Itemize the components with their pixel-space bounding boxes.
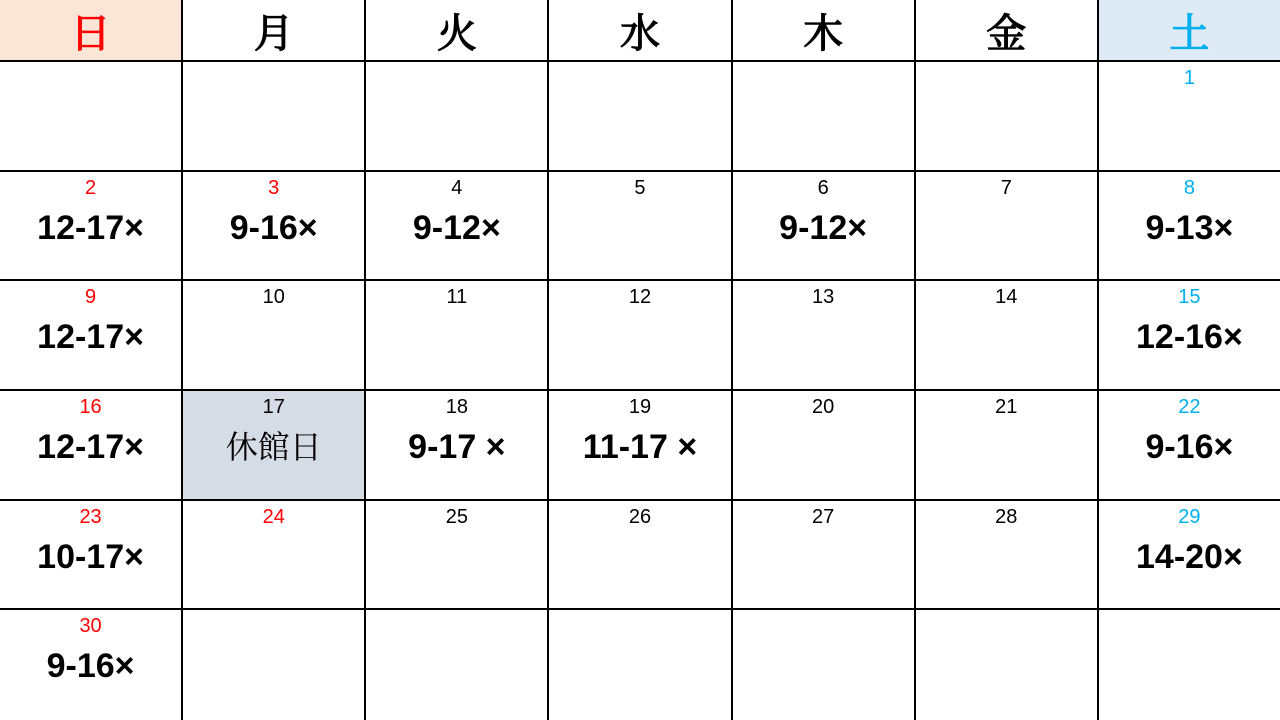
- day-event-label: 12-16×: [1136, 318, 1243, 357]
- day-number: 15: [1178, 286, 1201, 309]
- day-number: 24: [262, 505, 285, 528]
- day-number: 13: [812, 286, 835, 309]
- calendar-day-cell[interactable]: [1099, 391, 1280, 501]
- day-event-label: 12-17×: [37, 208, 144, 247]
- calendar-day-cell[interactable]: [0, 610, 183, 720]
- calendar-day-cell[interactable]: [366, 281, 549, 391]
- day-number: 14: [995, 286, 1018, 309]
- calendar-day-cell: [549, 610, 732, 720]
- day-number: 18: [445, 396, 468, 419]
- calendar-day-cell[interactable]: [183, 391, 366, 501]
- calendar-day-cell[interactable]: [916, 391, 1099, 501]
- day-number: 19: [628, 396, 652, 419]
- day-number: 20: [812, 396, 835, 419]
- calendar-day-cell: [183, 610, 366, 720]
- day-number: 26: [628, 505, 652, 528]
- calendar-day-cell[interactable]: [0, 391, 183, 501]
- calendar-day-cell[interactable]: [1099, 281, 1280, 391]
- weekday-header-4: [733, 0, 916, 62]
- calendar-day-cell[interactable]: [1099, 62, 1280, 172]
- day-number: 3: [268, 176, 280, 199]
- calendar-day-cell[interactable]: [1099, 172, 1280, 282]
- calendar-day-cell: [733, 62, 916, 172]
- calendar-day-cell[interactable]: [183, 281, 366, 391]
- calendar-day-cell: [549, 62, 732, 172]
- day-number: 7: [1000, 176, 1012, 199]
- day-number: 8: [1183, 176, 1195, 199]
- calendar-day-cell: [183, 62, 366, 172]
- weekday-header-label: 火: [436, 11, 477, 56]
- weekday-header-label: 金: [986, 11, 1027, 56]
- calendar-day-cell[interactable]: [549, 391, 732, 501]
- calendar-day-cell[interactable]: [733, 391, 916, 501]
- calendar-week-row: [0, 172, 1280, 282]
- calendar-day-cell[interactable]: [0, 501, 183, 611]
- weekday-header-5: [916, 0, 1099, 62]
- day-number: 2: [85, 176, 97, 199]
- day-number: 27: [812, 505, 835, 528]
- calendar-week-row: [0, 391, 1280, 501]
- weekday-header-6: [1099, 0, 1280, 62]
- calendar-weeks: [0, 62, 1280, 720]
- day-number: 21: [995, 396, 1018, 419]
- day-number: 9: [85, 286, 97, 309]
- day-event-label: 9-12×: [412, 208, 501, 247]
- day-event-label: 9-16×: [229, 208, 318, 247]
- day-number: 6: [817, 176, 829, 199]
- day-event-label: 14-20×: [1136, 537, 1243, 576]
- calendar-week-row: [0, 610, 1280, 720]
- calendar-day-cell[interactable]: [366, 172, 549, 282]
- calendar-day-cell[interactable]: [916, 501, 1099, 611]
- calendar-day-cell[interactable]: [366, 391, 549, 501]
- calendar-day-cell[interactable]: [183, 501, 366, 611]
- calendar-week-row: [0, 281, 1280, 391]
- day-number: 11: [446, 286, 468, 309]
- calendar-day-cell[interactable]: [0, 172, 183, 282]
- calendar-day-cell[interactable]: [733, 501, 916, 611]
- day-event-label: 9-16×: [1145, 428, 1234, 467]
- day-event-label: 10-17×: [37, 537, 144, 576]
- calendar-day-cell[interactable]: [1099, 501, 1280, 611]
- weekday-header-2: [366, 0, 549, 62]
- day-event-label: 11-17 ×: [582, 428, 698, 467]
- weekday-header-label: 日: [70, 11, 111, 56]
- day-event-label: 9-16×: [46, 647, 135, 686]
- calendar-day-cell[interactable]: [916, 172, 1099, 282]
- weekday-header-label: 木: [803, 11, 844, 56]
- calendar-day-cell: [916, 62, 1099, 172]
- calendar-day-cell: [1099, 610, 1280, 720]
- calendar-day-cell: [916, 610, 1099, 720]
- day-number: 1: [1183, 67, 1195, 89]
- day-number: 22: [1178, 396, 1201, 419]
- calendar-day-cell: [366, 610, 549, 720]
- weekday-header-row: [0, 0, 1280, 62]
- day-event-label: 12-17×: [37, 318, 144, 357]
- day-number: 28: [995, 505, 1018, 528]
- calendar-day-cell[interactable]: [549, 172, 732, 282]
- day-number: 30: [79, 615, 102, 638]
- day-number: 29: [1178, 505, 1201, 528]
- weekday-header-1: [183, 0, 366, 62]
- calendar-day-cell[interactable]: [733, 281, 916, 391]
- day-event-label: 9-13×: [1145, 208, 1234, 247]
- calendar-day-cell[interactable]: [0, 281, 183, 391]
- day-number: 10: [262, 286, 285, 309]
- calendar-day-cell[interactable]: [549, 281, 732, 391]
- day-number: 5: [634, 176, 646, 199]
- calendar-week-row: [0, 62, 1280, 172]
- day-event-label: 12-17×: [37, 428, 144, 467]
- day-number: 23: [79, 505, 102, 528]
- day-number: 16: [79, 396, 102, 419]
- calendar-day-cell[interactable]: [916, 281, 1099, 391]
- calendar-day-cell[interactable]: [549, 501, 732, 611]
- weekday-header-label: 月: [253, 11, 294, 56]
- weekday-header-label: 水: [619, 11, 660, 56]
- day-number: 4: [451, 176, 463, 199]
- calendar-week-row: [0, 501, 1280, 611]
- weekday-header-3: [549, 0, 732, 62]
- calendar-day-cell[interactable]: [366, 501, 549, 611]
- calendar-day-cell: [0, 62, 183, 172]
- weekday-header-label: 土: [1169, 11, 1210, 56]
- day-event-label: 9-12×: [779, 208, 868, 247]
- day-number: 25: [445, 505, 468, 528]
- calendar-day-cell: [366, 62, 549, 172]
- day-number: 12: [628, 286, 652, 309]
- closed-day-label: 休館日: [225, 429, 322, 466]
- day-number: 17: [262, 396, 285, 419]
- calendar-day-cell[interactable]: [733, 172, 916, 282]
- day-event-label: 9-17 ×: [408, 428, 506, 467]
- calendar-day-cell: [733, 610, 916, 720]
- calendar-day-cell[interactable]: [183, 172, 366, 282]
- weekday-header-0: [0, 0, 183, 62]
